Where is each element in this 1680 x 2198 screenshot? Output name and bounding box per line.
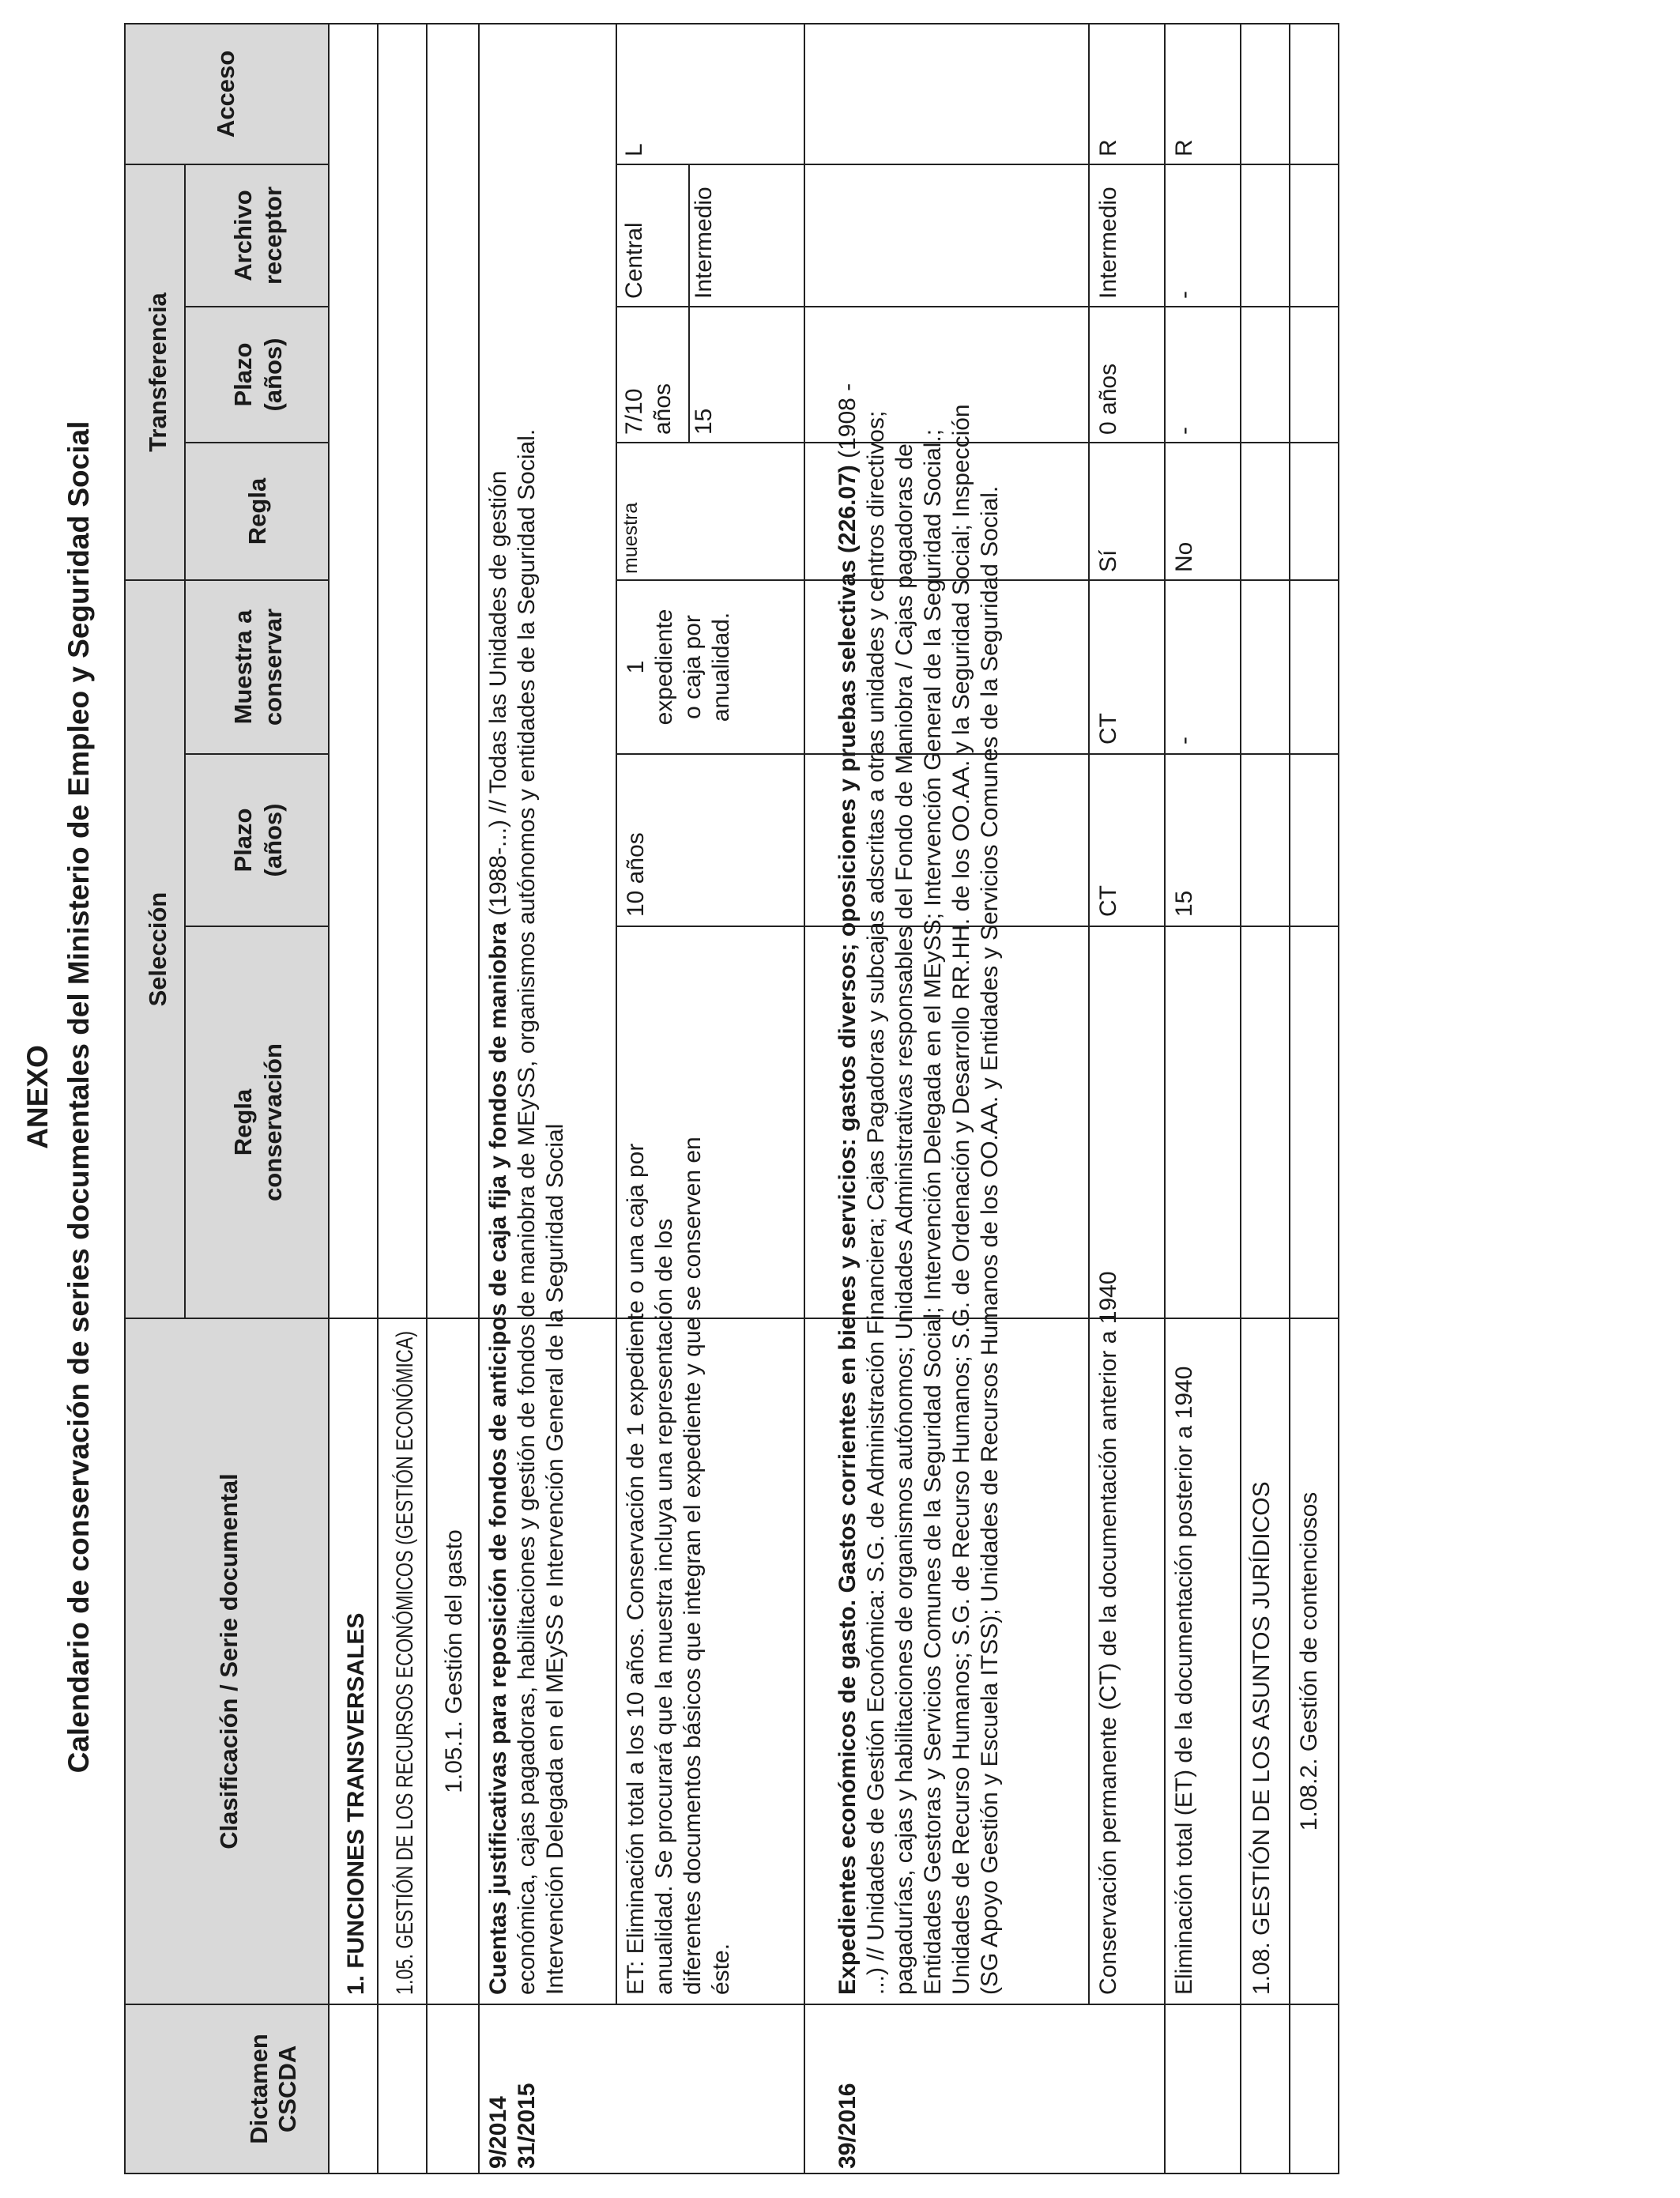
muestra-a-2: expediente <box>651 609 677 726</box>
serie-b-line-2: ...) // Unidades de Gestión Económica: S.G. de Administración Financiera; Cajas Pagadoras y subcajas adscritas a otras unidades y centros directivos; <box>863 410 889 1995</box>
ct-b: Conservación permanente (CT) de la documentación anterior a 1940 <box>1095 1271 1121 1995</box>
row-gasto: 1.05.1. Gestión del gasto <box>441 1529 467 1793</box>
muestra-a-1: 1 <box>623 660 649 674</box>
header-regla-conservacion-2: conservación <box>259 1043 287 1201</box>
et-regla: No <box>1171 541 1197 572</box>
header-cscda: CSCDA <box>273 2045 301 2133</box>
ct-archivo: Intermedio <box>1095 187 1121 299</box>
header-clasificacion: Clasificación / Serie documental <box>215 1473 243 1849</box>
et-plazo: 15 <box>1171 890 1197 917</box>
header-plazo-1: Plazo <box>229 808 257 873</box>
row-funciones: 1. FUNCIONES TRANSVERSALES <box>343 1612 369 1995</box>
dictamen-a-1: 9/2014 <box>485 2096 511 2169</box>
dictamen-b: 39/2016 <box>834 2083 861 2169</box>
et-b: Eliminación total (ET) de la documentación posterior a 1940 <box>1171 1366 1197 1995</box>
header-tplazo-2: (años) <box>259 337 287 412</box>
regla-a: muestra <box>620 502 642 574</box>
document-title: Calendario de conservación de series documentales del Ministerio de Empleo y Seguridad Social <box>62 420 95 1774</box>
header-seleccion: Selección <box>144 892 171 1007</box>
annex-title: ANEXO <box>21 1045 54 1149</box>
muestra-a-4: anualidad. <box>708 612 734 722</box>
row-recursos: 1.05. GESTIÓN DE LOS RECURSOS ECONÓMICOS (GESTIÓN ECONÓMICA) <box>392 1140 418 1995</box>
serie-b-line-1: Expedientes económicos de gasto. Gastos corrientes en bienes y servicios: gastos diversos; oposiciones y pruebas selectivas (226.07) (1908 - <box>834 383 861 1995</box>
header-archivo-1: Archivo <box>229 190 257 281</box>
et-tplazo: - <box>1171 427 1197 435</box>
serie-b-line-3: pagadurías, cajas y habilitaciones de organismos autónomos; Unidades Administrativas responsables del Fondo de Maniobra / Cajas pagadoras de <box>891 443 917 1995</box>
ct-acceso: R <box>1095 139 1121 156</box>
archivo-a-1: Central <box>621 222 647 299</box>
landscape-frame <box>21 24 1339 2173</box>
et-acceso: R <box>1171 139 1197 156</box>
dictamen-a-2: 31/2015 <box>514 2083 540 2169</box>
header-transferencia: Transferencia <box>144 292 171 452</box>
tplazo-a-2: 15 <box>691 408 717 435</box>
et-muestra: - <box>1171 737 1197 745</box>
serie-a-line-3: Intervención Delegada en el MEySS e Intervención General de la Seguridad Social <box>542 1123 568 1995</box>
et-archivo: - <box>1171 291 1197 299</box>
header-plazo-2: (años) <box>259 803 287 877</box>
tplazo-a-1: 7/10 <box>621 388 647 435</box>
header-acceso: Acceso <box>212 50 239 138</box>
et-a-line-4: éste. <box>708 1943 734 1995</box>
et-a-line-2: anualidad. Se procurará que la muestra incluya una representación de los <box>651 1218 677 1995</box>
plazo-a: 10 años <box>623 832 649 917</box>
header-regla-conservacion-1: Regla <box>229 1088 257 1156</box>
ct-regla: Sí <box>1095 549 1121 572</box>
serie-b-line-6: (SG Apoyo Gestión y Escuela ITSS); Unidades de Recursos Humanos de los OO.AA. y Entidades y Servicios Comunes de la Seguridad Social. <box>977 485 1003 1995</box>
acceso-a: L <box>621 143 647 156</box>
header-dictamen: Dictamen <box>245 2034 273 2144</box>
header-muestra-2: conservar <box>259 608 287 726</box>
row-contenciosos: 1.08.2. Gestión de contenciosos <box>1296 1491 1322 1831</box>
ct-muestra: CT <box>1095 713 1121 745</box>
header-muestra-1: Muestra a <box>229 609 257 725</box>
header-regla: Regla <box>243 477 271 545</box>
muestra-a-3: o caja por <box>680 615 706 719</box>
serie-b-line-5: Unidades de Recurso Humanos; S.G. de Recurso Humanos; S.G. de Ordenación y Desarrollo RR.HH. de los OO.AA. y la Seguridad Social; Inspección <box>948 404 974 1995</box>
row-juridicos: 1.08. GESTIÓN DE LOS ASUNTOS JURÍDICOS <box>1249 1481 1275 1995</box>
serie-a-line-1: Cuentas justificativas para reposición de fondos de anticipos de caja fija y fondos de maniobra (1988-...) // Todas las Unidades de gestión <box>485 470 511 1995</box>
et-a-line-1: ET: Eliminación total a los 10 años. Conservación de 1 expediente o una caja por <box>623 1143 649 1995</box>
tplazo-a-1b: años <box>650 383 676 435</box>
serie-b-line-4: Entidades Gestoras y Servicios Comunes de la Seguridad Social; Intervención Delegada en el MEySS; Intervención General de la Seguridad Social.; <box>920 428 946 1995</box>
ct-plazo: CT <box>1095 885 1121 917</box>
archivo-a-2: Intermedio <box>691 187 717 299</box>
serie-a-line-2: económica, cajas pagadoras, habilitaciones y gestión de fondos de maniobra de MEySS, organismos autónomos y entidades de la Seguridad Social. <box>514 428 540 1995</box>
header-archivo-2: receptor <box>259 186 287 285</box>
et-a-line-3: diferentes documentos básicos que integran el expediente y que se conserven en <box>680 1137 706 1995</box>
header-tplazo-1: Plazo <box>229 342 257 407</box>
ct-tplazo: 0 años <box>1095 363 1121 435</box>
